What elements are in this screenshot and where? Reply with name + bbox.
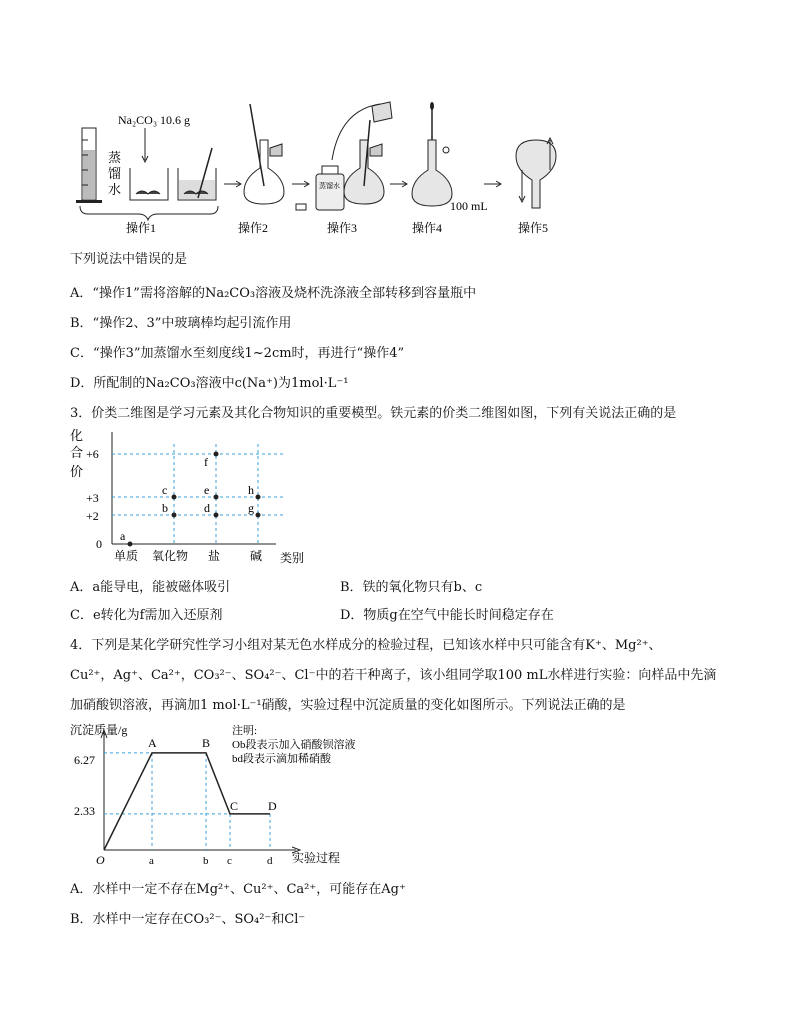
bottle-label: 蒸馏水 xyxy=(319,182,340,190)
label-f: f xyxy=(204,455,208,469)
q3-option-a: A．a能导电，能被磁体吸引 xyxy=(70,580,231,595)
note-title: 注明: xyxy=(232,725,258,737)
xtick-salt: 盐 xyxy=(208,549,221,563)
water-label-3: 水 xyxy=(108,182,122,197)
ytick-plus3: +3 xyxy=(86,491,99,505)
xtick-b: b xyxy=(203,855,209,867)
point-a xyxy=(128,542,133,547)
valence-class-chart xyxy=(66,424,326,570)
graduated-cylinder xyxy=(76,128,102,203)
note-line-2: bd段表示滴加稀硝酸 xyxy=(232,753,331,765)
ytick-plus6: +6 xyxy=(86,447,99,461)
point-g xyxy=(256,513,261,518)
beaker-2 xyxy=(178,148,216,200)
chart-xlabel: 实验过程 xyxy=(292,851,341,865)
ytick-6-27: 6.27 xyxy=(74,753,95,767)
origin-label: O xyxy=(96,853,105,867)
q3-option-d: D．物质g在空气中能长时间稳定存在 xyxy=(340,608,554,623)
q4-option-a: A．水样中一定不存在Mg²⁺、Cu²⁺、Ca²⁺，可能存在Ag⁺ xyxy=(70,882,406,897)
wash-bottle xyxy=(296,166,344,210)
q2-stem: 下列说法中错误的是 xyxy=(70,252,188,267)
step-5-label: 操作5 xyxy=(518,221,549,235)
step-3-label: 操作3 xyxy=(327,221,358,235)
step-1-label: 操作1 xyxy=(126,221,157,235)
point-f xyxy=(214,452,219,457)
flask-step-2 xyxy=(244,104,284,204)
reagent-label: Na₂CO₃ 10.6 g xyxy=(118,113,191,127)
chart-points xyxy=(128,452,261,547)
point-label-D: D xyxy=(268,798,277,813)
point-e xyxy=(214,495,219,500)
beaker-1 xyxy=(130,168,168,200)
point-b xyxy=(172,513,177,518)
step-4-label: 操作4 xyxy=(412,221,443,235)
point-c xyxy=(172,495,177,500)
point-d xyxy=(214,513,219,518)
xlabel-category: 类别 xyxy=(280,551,305,565)
label-e: e xyxy=(204,483,210,497)
flask-step-5 xyxy=(516,138,556,208)
ytick-plus2: +2 xyxy=(86,509,99,523)
q3-option-b: B．铁的氧化物只有b、c xyxy=(340,580,483,595)
ytick-2-33: 2.33 xyxy=(74,804,95,818)
q4-stem-line-1: 4．下列是某化学研究性学习小组对某无色水样成分的检验过程，已知该水样中只可能含有K⁺、Mg²⁺、 xyxy=(70,638,662,653)
q4-option-b: B．水样中一定存在CO₃²⁻、SO₄²⁻和Cl⁻ xyxy=(70,912,306,927)
q2-option-c: C．“操作3”加蒸馏水至刻度线1~2cm时，再进行“操作4” xyxy=(70,346,405,361)
point-label-A: A xyxy=(148,735,157,750)
point-label-B: B xyxy=(202,735,211,750)
q2-option-a: A．“操作1”需将溶解的Na₂CO₃溶液及烧杯洗涤液全部转移到容量瓶中 xyxy=(70,286,477,301)
label-h: h xyxy=(248,483,254,497)
chart-ylabel-3: 价 xyxy=(70,464,84,479)
q2-option-d: D．所配制的Na₂CO₃溶液中c(Na⁺)为1mol·L⁻¹ xyxy=(70,376,349,391)
precipitate-series-line xyxy=(104,753,270,850)
xtick-c: c xyxy=(227,855,232,867)
label-b: b xyxy=(162,501,168,515)
chart-ylabel: 沉淀质量/g xyxy=(70,723,128,737)
label-d: d xyxy=(204,501,210,515)
point-h xyxy=(256,495,261,500)
xtick-oxide: 氧化物 xyxy=(152,549,189,563)
ytick-zero: 0 xyxy=(96,537,102,551)
flask-volume: 100 mL xyxy=(450,199,488,213)
label-a: a xyxy=(120,529,126,543)
q3-stem: 3．价类二维图是学习元素及其化合物知识的重要模型。铁元素的价类二维图如图，下列有关说法正确的是 xyxy=(70,406,677,421)
flask-step-4 xyxy=(412,102,452,206)
xtick-element: 单质 xyxy=(114,549,139,563)
preparation-figure xyxy=(70,100,590,240)
q4-stem-line-3: 加硝酸钡溶液，再滴加1 mol·L⁻¹硝酸，实验过程中沉淀质量的变化如图所示。下列说法正确的是 xyxy=(70,698,626,713)
chart-ylabel-2: 合 xyxy=(70,445,84,460)
precipitate-mass-chart xyxy=(66,720,366,870)
q3-option-c: C．e转化为f需加入还原剂 xyxy=(70,608,223,623)
water-label-1: 蒸 xyxy=(108,150,122,165)
xtick-d: d xyxy=(267,855,273,867)
water-label-2: 馏 xyxy=(108,166,122,181)
point-label-C: C xyxy=(230,798,239,813)
q2-option-b: B．“操作2、3”中玻璃棒均起引流作用 xyxy=(70,316,292,331)
xtick-base: 碱 xyxy=(250,549,263,563)
q4-stem-line-2: Cu²⁺，Ag⁺、Ca²⁺，CO₃²⁻、SO₄²⁻、Cl⁻中的若干种离子，该小组同学取100 mL水样进行实验：向样品中先滴 xyxy=(70,668,717,683)
xtick-a: a xyxy=(149,855,154,867)
step-2-label: 操作2 xyxy=(238,221,269,235)
chart-ylabel-1: 化 xyxy=(70,428,84,443)
note-line-1: Ob段表示加入硝酸钡溶液 xyxy=(232,739,356,751)
label-g: g xyxy=(248,501,254,515)
label-c: c xyxy=(162,483,168,497)
